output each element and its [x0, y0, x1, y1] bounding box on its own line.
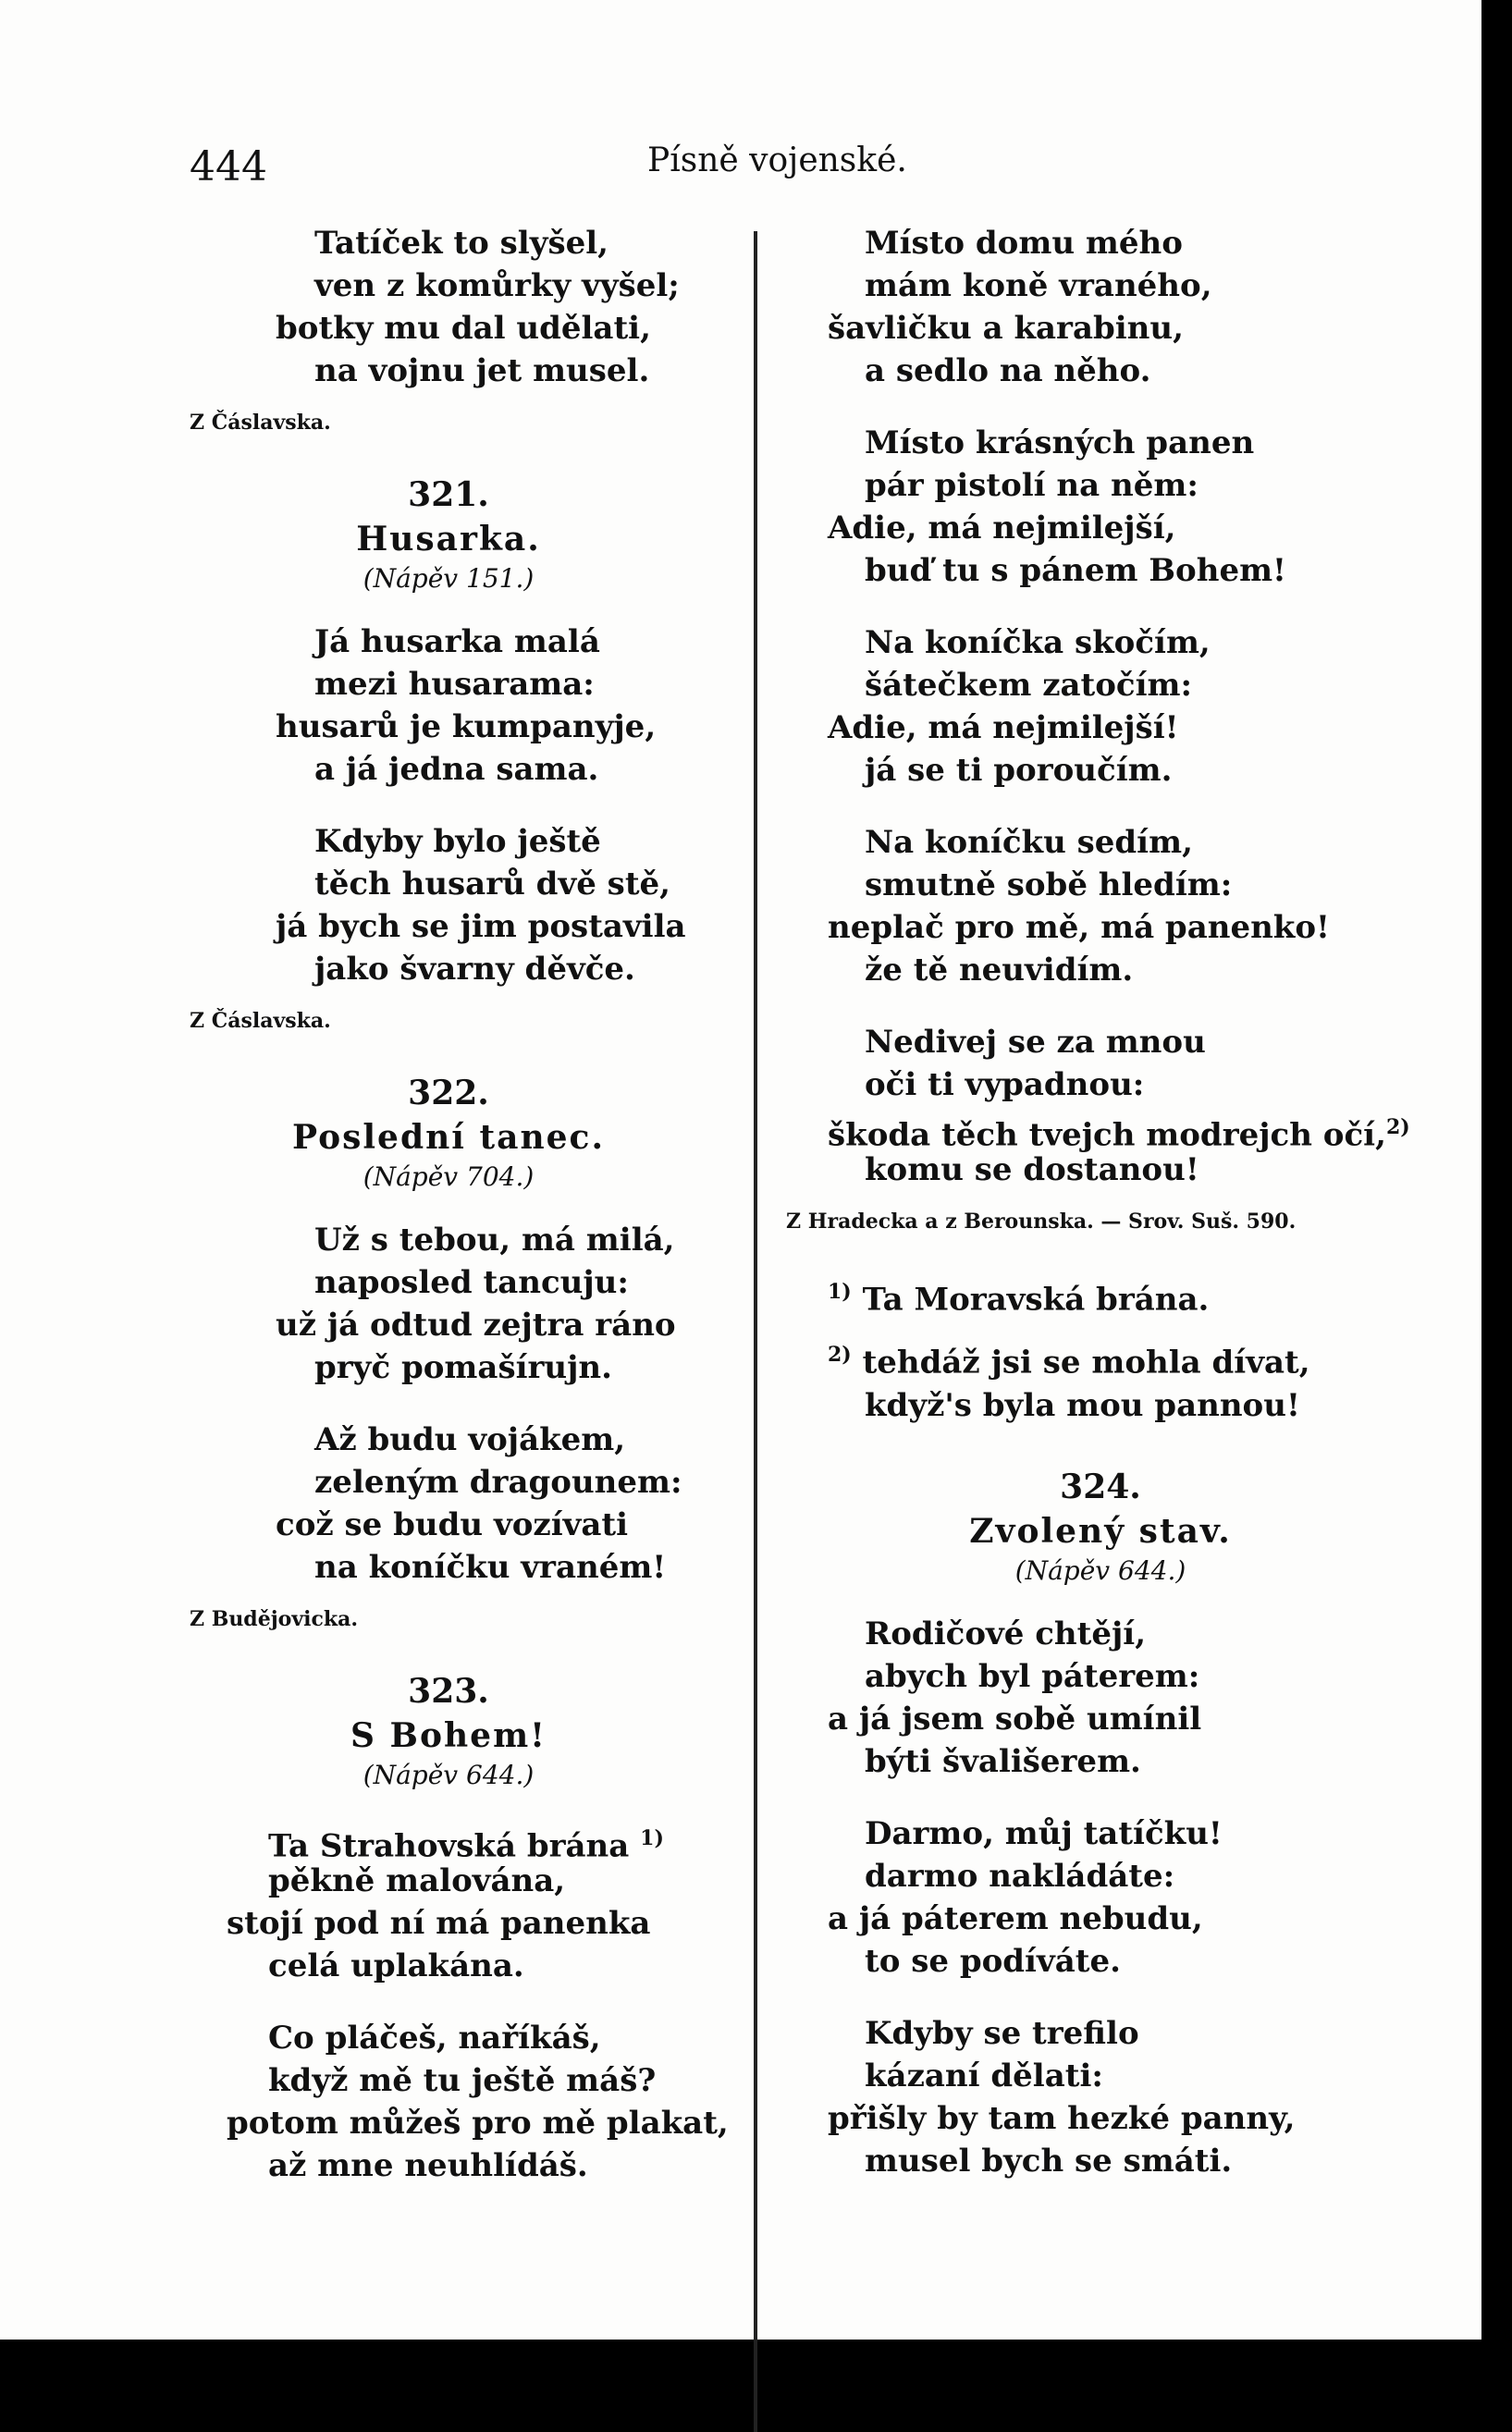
stanza [814, 422, 1387, 592]
column-divider [754, 231, 757, 2432]
verse-line: až mne neuhlídáš. [268, 2147, 588, 2184]
right-column [786, 222, 1410, 2212]
footnote-ref: 2) [1385, 1115, 1410, 1139]
stanza [814, 821, 1387, 991]
verse-line: Tatíček to slyšel, [314, 225, 608, 262]
stanza [814, 1812, 1387, 1983]
verse-line: Na koníčku sedím, [865, 824, 1193, 861]
footnote-mark: 1) [828, 1280, 852, 1304]
verse-line: husarů je kumpanyje, [276, 708, 657, 745]
footnote-text: Ta Moravská brána. [862, 1281, 1210, 1319]
verse-line: stojí pod ní má panenka [227, 1905, 651, 1942]
verse-line: Adie, má nejmilejší, [828, 510, 1176, 547]
verse-line: Na koníčka skočím, [865, 624, 1211, 661]
song-number: 323. [408, 1672, 489, 1711]
verse-line: Adie, má nejmilejší! [828, 709, 1179, 746]
verse-line: a já jsem sobě umínil [828, 1700, 1202, 1738]
stanza [176, 1219, 721, 1389]
stanza [176, 1817, 721, 1987]
footnote-mark: 2) [828, 1343, 852, 1368]
verse-line: ven z komůrky vyšel; [314, 267, 680, 304]
verse-line: když mě tu ještě máš? [268, 2062, 657, 2099]
verse-line: Už s tebou, má milá, [314, 1222, 675, 1259]
verse-line: naposled tancuju: [314, 1264, 629, 1301]
verse-line: mám koně vraného, [865, 267, 1212, 304]
verse-line: Místo krásných panen [865, 424, 1255, 461]
verse-line: Darmo, můj tatíčku! [865, 1814, 1223, 1852]
verse-line: což se budu vozívati [276, 1506, 629, 1543]
verse-line: potom můžeš pro mě plakat, [227, 2105, 729, 2142]
verse-line: na koníčku vraném! [314, 1549, 667, 1586]
source-note: Z Hradecka a z Berounska. — Srov. Suš. 590. [786, 1210, 1297, 1234]
stanza [814, 621, 1387, 792]
verse-line: na vojnu jet musel. [314, 352, 650, 389]
footnote-ref: 1) [640, 1826, 664, 1850]
verse-line: botky mu dal udělati, [276, 310, 651, 347]
verse-line: pryč pomašírujn. [314, 1349, 612, 1386]
song-heading-322 [176, 1070, 721, 1196]
source-note: Z Čáslavska. [190, 1009, 331, 1033]
song-melody: (Nápěv 644.) [1014, 1554, 1186, 1586]
footnote-2-cont: když's byla mou pannou! [865, 1386, 1300, 1424]
song-number: 321. [408, 475, 489, 514]
verse-line: a já páterem nebudu, [828, 1899, 1203, 1937]
verse-line: kázaní dělati: [865, 2057, 1103, 2094]
left-column [176, 222, 729, 2217]
verse-line: Nedivej se za mnou [865, 1024, 1206, 1061]
verse-line: že tě neuvidím. [865, 952, 1134, 989]
song-heading-324 [814, 1464, 1387, 1590]
page-number: 444 [190, 143, 267, 190]
stanza [176, 222, 721, 392]
verse-line: Co pláčeš, naříkáš, [268, 2020, 601, 2057]
verse-line: já se ti poroučím. [865, 752, 1173, 789]
stanza [814, 1021, 1410, 1191]
source-note: Z Čáslavska. [190, 411, 331, 435]
verse-line: já bych se jim postavila [276, 908, 686, 945]
verse-line: Já husarka malá [314, 623, 600, 660]
verse-text: škoda těch tvejch modrejch očí, [828, 1116, 1386, 1154]
verse-line: Místo domu mého [865, 225, 1183, 262]
song-melody: (Nápěv 704.) [363, 1161, 535, 1192]
verse-line: Kdyby bylo ještě [314, 823, 601, 860]
verse-line: pěkně malována, [268, 1862, 566, 1899]
verse-line [814, 1106, 1410, 1154]
verse-line [176, 1817, 721, 1865]
verse-text: Ta Strahovská brána [268, 1827, 630, 1865]
verse-line: musel bych se smáti. [865, 2142, 1233, 2180]
footnote-2 [814, 1333, 1387, 1383]
running-title: Písně vojenské. [647, 141, 907, 179]
verse-line: komu se dostanou! [865, 1151, 1199, 1188]
song-title: Poslední tanec. [291, 1118, 605, 1157]
footnote-1 [814, 1271, 1387, 1320]
stanza [814, 2012, 1387, 2182]
verse-line: oči ti vypadnou: [865, 1066, 1145, 1103]
stanza [176, 820, 721, 990]
song-number: 324. [1060, 1467, 1141, 1506]
verse-line: a sedlo na něho. [865, 352, 1151, 389]
verse-line: neplač pro mě, má panenko! [828, 909, 1330, 946]
verse-line: jako švarny děvče. [314, 951, 635, 988]
song-title: Husarka. [356, 520, 541, 559]
verse-line: smutně sobě hledím: [865, 866, 1233, 903]
verse-line: šátečkem zatočím: [865, 667, 1193, 704]
page-header [0, 134, 1481, 199]
song-title: S Bohem! [350, 1716, 547, 1755]
verse-line: býti švališerem. [865, 1742, 1141, 1780]
verse-line: Rodičové chtějí, [865, 1615, 1147, 1652]
verse-line: buď tu s pánem Bohem! [865, 552, 1286, 589]
song-title: Zvolený stav. [969, 1511, 1232, 1551]
verse-line: celá uplakána. [268, 1947, 524, 1984]
verse-line: těch husarů dvě stě, [314, 866, 670, 903]
verse-line: zeleným dragounem: [314, 1464, 682, 1501]
verse-line: to se podíváte. [865, 1942, 1121, 1980]
verse-line: mezi husarama: [314, 666, 595, 703]
song-melody: (Nápěv 151.) [363, 563, 535, 594]
song-heading-323 [176, 1668, 721, 1794]
verse-line: a já jedna sama. [314, 751, 599, 788]
stanza [176, 1419, 721, 1589]
footnote-text: tehdáž jsi se mohla dívat, [862, 1344, 1310, 1382]
verse-line: pár pistolí na něm: [865, 467, 1199, 504]
song-number: 322. [408, 1074, 489, 1112]
source-note: Z Budějovicka. [190, 1607, 359, 1631]
verse-line: šavličku a karabinu, [828, 310, 1184, 347]
verse-line: Kdyby se trefilo [865, 2014, 1139, 2052]
stanza [176, 620, 721, 791]
verse-line: už já odtud zejtra ráno [276, 1307, 676, 1344]
stanza [176, 2017, 729, 2187]
stanza [814, 222, 1387, 392]
song-melody: (Nápěv 644.) [363, 1760, 535, 1790]
verse-line: Až budu vojákem, [314, 1421, 626, 1458]
stanza [814, 1613, 1387, 1783]
verse-line: přišly by tam hezké panny, [828, 2099, 1296, 2137]
verse-line: abych byl páterem: [865, 1657, 1200, 1695]
song-heading-321 [176, 472, 721, 597]
verse-line: darmo nakládáte: [865, 1857, 1175, 1895]
